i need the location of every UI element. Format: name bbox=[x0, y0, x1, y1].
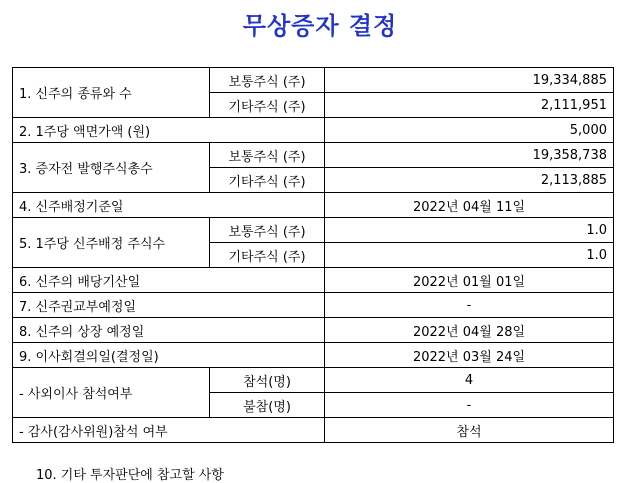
page-title: 무상증자 결정 bbox=[242, 11, 398, 40]
row-label: - 사외이사 참석여부 bbox=[13, 368, 210, 418]
value-cell: 2022년 01월 01일 bbox=[325, 268, 614, 293]
row-label: 3. 증자전 발행주식총수 bbox=[13, 143, 210, 193]
value-cell: 19,358,738 bbox=[325, 143, 614, 168]
sub-label: 기타주식 (주) bbox=[210, 93, 325, 118]
value-cell: - bbox=[325, 393, 614, 418]
value-cell: 2,111,951 bbox=[325, 93, 614, 118]
value-cell: 1.0 bbox=[325, 243, 614, 268]
table-row bbox=[13, 118, 614, 143]
sub-label: 보통주식 (주) bbox=[210, 218, 325, 243]
row-label: 9. 이사회결의일(결정일) bbox=[13, 343, 325, 368]
table-row bbox=[13, 218, 614, 243]
row-label: 2. 1주당 액면가액 (원) bbox=[13, 118, 325, 143]
value-cell: 2022년 03월 24일 bbox=[325, 343, 614, 368]
sub-label: 보통주식 (주) bbox=[210, 68, 325, 93]
table-row bbox=[13, 193, 614, 218]
value-cell: 5,000 bbox=[325, 118, 614, 143]
table-row bbox=[13, 68, 614, 93]
table-row bbox=[13, 343, 614, 368]
table-row bbox=[13, 368, 614, 393]
value-cell: 4 bbox=[325, 368, 614, 393]
disclosure-table bbox=[12, 67, 614, 443]
value-cell: 2,113,885 bbox=[325, 168, 614, 193]
row-label: 5. 1주당 신주배정 주식수 bbox=[13, 218, 210, 268]
value-cell: 2022년 04월 28일 bbox=[325, 318, 614, 343]
value-cell: 2022년 04월 11일 bbox=[325, 193, 614, 218]
value-cell: 참석 bbox=[325, 418, 614, 443]
value-cell: 19,334,885 bbox=[325, 68, 614, 93]
sub-label: 기타주식 (주) bbox=[210, 243, 325, 268]
row-label: - 감사(감사위원)참석 여부 bbox=[13, 418, 325, 443]
sub-label: 참석(명) bbox=[210, 368, 325, 393]
table-row bbox=[13, 268, 614, 293]
row-label: 7. 신주권교부예정일 bbox=[13, 293, 325, 318]
row-label: 6. 신주의 배당기산일 bbox=[13, 268, 325, 293]
value-cell: - bbox=[325, 293, 614, 318]
row-label: 4. 신주배정기준일 bbox=[13, 193, 325, 218]
table-row bbox=[13, 293, 614, 318]
value-cell: 1.0 bbox=[325, 218, 614, 243]
row-label: 8. 신주의 상장 예정일 bbox=[13, 318, 325, 343]
sub-label: 불참(명) bbox=[210, 393, 325, 418]
sub-label: 기타주식 (주) bbox=[210, 168, 325, 193]
table-row bbox=[13, 318, 614, 343]
table-row bbox=[13, 418, 614, 443]
cut-off-text: 10. 기타 투자판단에 참고할 사항 bbox=[36, 468, 224, 483]
sub-label: 보통주식 (주) bbox=[210, 143, 325, 168]
row-label: 1. 신주의 종류와 수 bbox=[13, 68, 210, 118]
table-row bbox=[13, 143, 614, 168]
